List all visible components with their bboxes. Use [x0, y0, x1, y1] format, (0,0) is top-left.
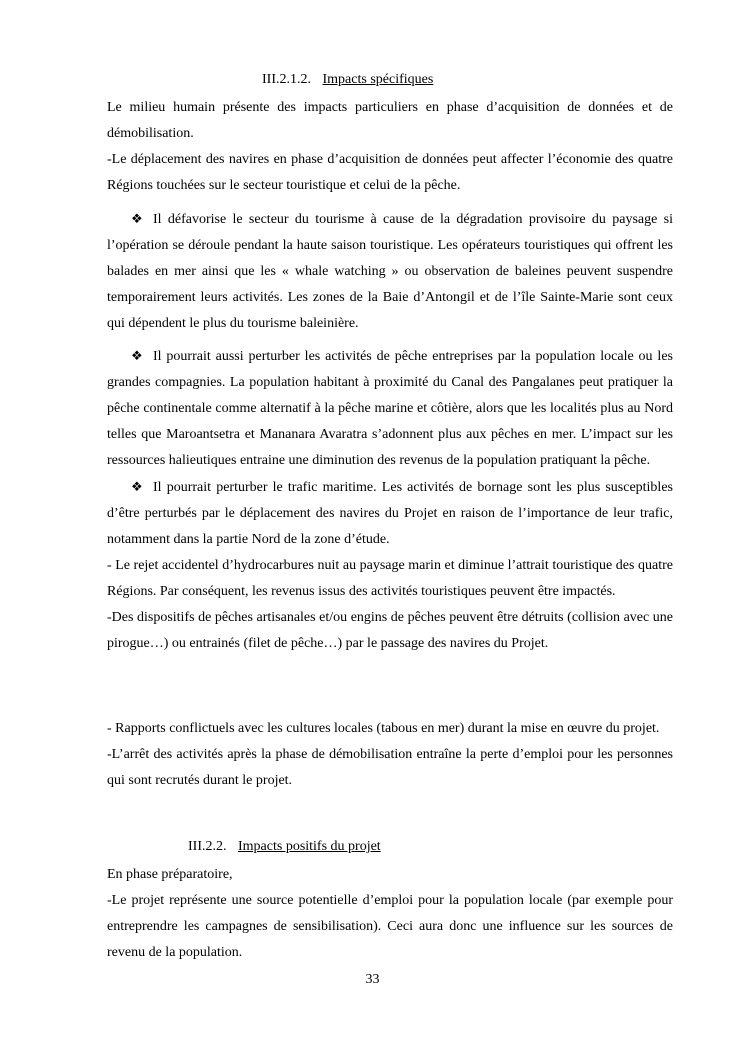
section-2-body	[107, 862, 673, 966]
section-heading-impacts-specifiques	[262, 70, 433, 90]
paragraph: -Le projet représente une source potentielle d’emploi pour la population locale (par exemple pour entreprendre les campagnes de sensibilisation). Ceci aura donc une influence sur les sources de revenu de la population.	[107, 893, 673, 960]
paragraph: -Le déplacement des navires en phase d’acquisition de données peut affecter l’économie des quatre Régions touchées sur le secteur touristique et celui de la pêche.	[107, 152, 673, 193]
section-1-body	[107, 95, 673, 199]
section-title: Impacts positifs du projet	[238, 839, 381, 854]
section-heading-impacts-positifs	[188, 837, 381, 857]
diamond-bullet-icon: ❖	[131, 211, 143, 226]
bullet-paragraph	[107, 206, 673, 337]
paragraph: - Rapports conflictuels avec les cultures locales (tabous en mer) durant la mise en œuvre du projet.	[107, 721, 660, 736]
section-title: Impacts spécifiques	[322, 72, 434, 87]
bullet-text: Il pourrait perturber le trafic maritime. Les activités de bornage sont les plus susceptibles d’être perturbés par le déplacement des navires du Projet en raison de l’importance de leur trafic, notamment dans la partie Nord de la zone d’étude.	[107, 480, 673, 547]
bullet-tourism	[107, 206, 673, 337]
paragraph: -Des dispositifs de pêches artisanales et/ou engins de pêches peuvent être détruits (collision avec une pirogue…) ou entrainés (filet de pêche…) par le passage des navires du Projet.	[107, 610, 673, 651]
paragraph: - Le rejet accidentel d’hydrocarbures nuit au paysage marin et diminue l’attrait touristique des quatre Régions. Par conséquent, les revenus issus des activités touristiques peuvent être impactés.	[107, 558, 673, 599]
section-1-closing	[107, 716, 673, 794]
diamond-bullet-icon: ❖	[131, 479, 143, 494]
bullet-text: Il défavorise le secteur du tourisme à cause de la dégradation provisoire du paysage si l’opération se déroule pendant la haute saison touristique. Les opérateurs touristiques qui offrent les balades en mer ainsi que les « whale watching » ou observation de baleines peuvent suspendre temporairement leurs activités. Les zones de la Baie d’Antongil et de l’île Sainte-Marie sont ceux qui dépendent le plus du tourisme baleinière.	[107, 212, 673, 331]
bullet-paragraph	[107, 474, 673, 553]
intro-paragraph: En phase préparatoire,	[107, 867, 233, 882]
bullet-text: Il pourrait aussi perturber les activités de pêche entreprises par la population locale ou les grandes compagnies. La population habitant à proximité du Canal des Pangalanes peut pratiquer la pêche continentale comme alternatif à la pêche marine et côtière, alors que les localités plus au Nord telles que Maroantsetra et Mananara Avaratra s’adonnent plus aux pêches en mer. L’impact sur les ressources halieutiques entraine une diminution des revenus de la population pratiquant la pêche.	[107, 349, 673, 468]
intro-paragraph: Le milieu humain présente des impacts particuliers en phase d’acquisition de données et de démobilisation.	[107, 100, 673, 141]
paragraph: -L’arrêt des activités après la phase de démobilisation entraîne la perte d’emploi pour les personnes qui sont recrutés durant le projet.	[107, 747, 673, 788]
section-number: III.2.1.2.	[262, 72, 311, 87]
bullet-fishing	[107, 343, 673, 657]
page-number: 33	[365, 972, 380, 987]
section-number: III.2.2.	[188, 839, 227, 854]
bullet-paragraph	[107, 343, 673, 474]
diamond-bullet-icon: ❖	[131, 348, 143, 363]
